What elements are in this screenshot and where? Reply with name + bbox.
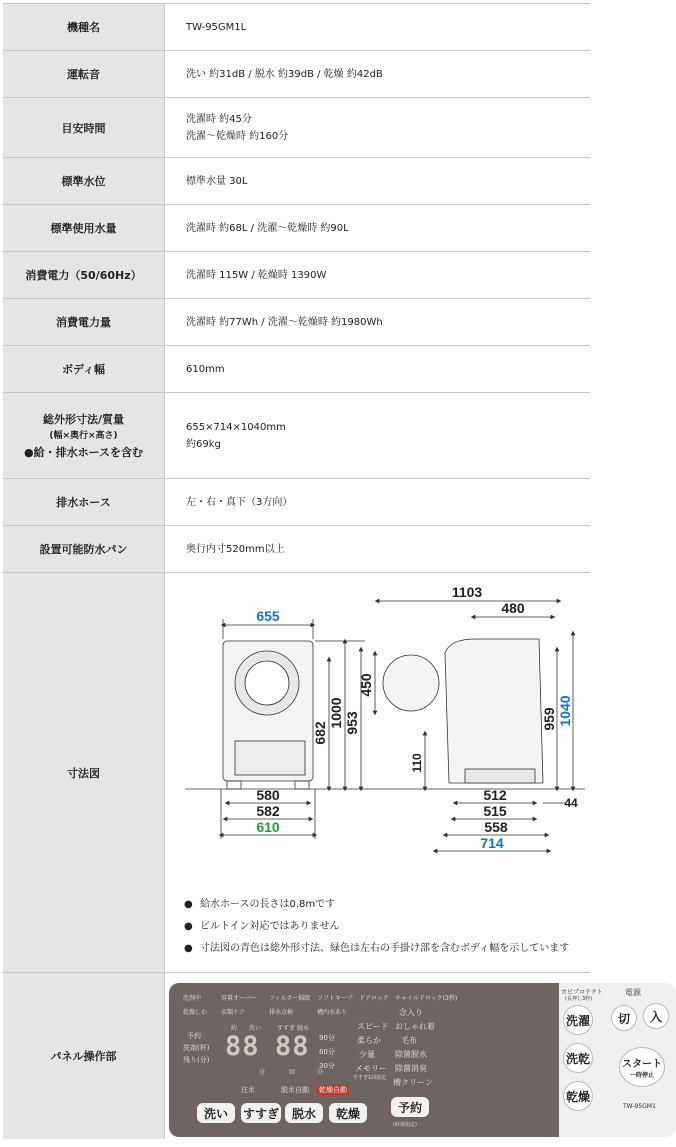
spec-label: パネル操作部 xyxy=(3,973,165,1139)
spec-row xyxy=(3,393,590,479)
spec-label: 総外形寸法/質量 (幅×奥行×高さ) ●給・排水ホースを含む xyxy=(3,393,165,478)
wash-course-button[interactable]: 洗濯 xyxy=(563,1005,593,1035)
dim-582: 582 xyxy=(256,803,280,819)
dimension-drawing xyxy=(165,573,589,893)
dim-512: 512 xyxy=(483,787,507,803)
spec-label: 運転音 xyxy=(3,51,165,97)
spec-row xyxy=(3,158,590,205)
dim-610: 610 xyxy=(256,819,280,835)
power-on-button[interactable]: 入 xyxy=(643,1003,669,1029)
spec-row xyxy=(3,252,590,299)
spec-value: 洗い 約31dB / 脱水 約39dB / 乾燥 約42dB xyxy=(186,68,383,80)
spec-value: 610mm xyxy=(186,363,225,375)
dim-515: 515 xyxy=(483,803,507,819)
dimension-notes xyxy=(184,894,569,960)
note-item: ● 給水ホースの長さは0.8mです xyxy=(184,899,336,910)
dim-1000: 1000 xyxy=(328,697,344,729)
dry-button[interactable]: 乾燥 xyxy=(329,1103,367,1123)
spec-value: 標準水量 30L xyxy=(186,175,248,187)
spec-value: 奥行内寸520mm以上 xyxy=(186,543,285,555)
spec-value: 洗濯時 約68L / 洗濯～乾燥時 約90L xyxy=(186,222,349,234)
control-panel-image xyxy=(165,973,662,1139)
spec-label: 排水ホース xyxy=(3,479,165,525)
power-off-button[interactable]: 切 xyxy=(611,1005,637,1031)
spec-value: 洗濯時 約77Wh / 洗濯～乾燥時 約1980Wh xyxy=(186,316,383,328)
spec-label: 標準水位 xyxy=(3,158,165,204)
dimension-row xyxy=(3,573,590,973)
spec-row xyxy=(3,526,590,573)
dim-110: 110 xyxy=(410,753,424,773)
panel-row xyxy=(3,973,662,1139)
time-display: 88 xyxy=(225,1031,260,1062)
spec-label: 寸法図 xyxy=(3,573,165,972)
spec-row xyxy=(3,479,590,526)
dim-44: 44 xyxy=(564,796,578,810)
spec-label: 目安時間 xyxy=(3,98,165,157)
spec-value: 左・右・真下（3方向） xyxy=(186,496,293,508)
dimension-diagram xyxy=(165,573,590,972)
spec-row xyxy=(3,346,590,393)
spec-row xyxy=(3,51,590,98)
side-body xyxy=(445,639,543,783)
spec-row xyxy=(3,98,590,158)
dim-1103: 1103 xyxy=(451,584,483,600)
dim-450: 450 xyxy=(358,673,374,697)
spin-button[interactable]: 脱水 xyxy=(285,1103,323,1123)
spec-value: 655×714×1040mm 約69kg xyxy=(186,421,286,450)
wash-dry-course-button[interactable]: 洗乾 xyxy=(563,1043,593,1073)
dim-558: 558 xyxy=(484,819,508,835)
warning-badge: 乾燥自動 xyxy=(319,1086,347,1094)
dim-580: 580 xyxy=(256,787,280,803)
note-item: ● 寸法図の青色は総外形寸法、緑色は左右の手掛け部を含むボディ幅を示しています xyxy=(184,943,570,954)
door-swing xyxy=(383,655,439,711)
spec-value: TW-95GM1L xyxy=(186,21,247,33)
spec-row xyxy=(3,205,590,252)
spec-label: 標準使用水量 xyxy=(3,205,165,251)
dim-480: 480 xyxy=(501,600,525,616)
spec-table xyxy=(3,3,662,1139)
rinse-button[interactable]: すすぎ xyxy=(241,1103,281,1123)
spec-label: 消費電力量 xyxy=(3,299,165,345)
spec-label: ボディ幅 xyxy=(3,346,165,392)
spec-label: 機種名 xyxy=(3,4,165,50)
start-button[interactable]: スタート 一時停止 xyxy=(619,1047,665,1087)
dry-course-button[interactable]: 乾燥 xyxy=(563,1081,593,1111)
dim-682: 682 xyxy=(312,721,328,745)
wash-button[interactable]: 洗い xyxy=(197,1103,235,1123)
dim-front-width: 655 xyxy=(256,608,280,624)
dim-959: 959 xyxy=(541,707,557,731)
control-panel-right: カビプロテクト (長押し3秒) 電源 洗濯 洗乾 乾燥 切 入 スタート 一時停止 TW-95GM1 xyxy=(559,983,676,1137)
spec-row xyxy=(3,299,590,346)
spec-value: 洗濯時 115W / 乾燥時 1390W xyxy=(186,269,327,281)
dim-1040: 1040 xyxy=(557,695,573,727)
spec-row xyxy=(3,4,590,51)
control-panel-left: 洗剤中 容量オーバー フィルター掃除 ソフトキープ ドアロック チャイルドロック(3秒) 乾燥しわ 衣類ケア 排水点検 槽内水あり 予約 洗剤(杯) 残り(分) 約 洗い すすぎ 脱水 88 88 分 回 分 注水 脱水自動 乾燥自動 90分 60分 30分 スピード 柔らか 少量 メモリー すすぎ1回設定 念入り おしゃれ着 毛布 除菌脱水 除菌消臭 槽クリーン 洗い すすぎ 脱水 乾燥 予約 (時刻指定) xyxy=(169,983,559,1137)
note-item: ● ビルトイン対応ではありません xyxy=(184,921,340,932)
count-display: 88 xyxy=(275,1031,310,1062)
spec-label: 設置可能防水パン xyxy=(3,526,165,572)
dim-953: 953 xyxy=(344,711,360,735)
reserve-button[interactable]: 予約 xyxy=(391,1097,429,1117)
dim-714: 714 xyxy=(480,835,504,851)
spec-label: 消費電力（50/60Hz） xyxy=(3,252,165,298)
spec-value: 洗濯時 約45分 洗濯～乾燥時 約160分 xyxy=(186,113,289,142)
